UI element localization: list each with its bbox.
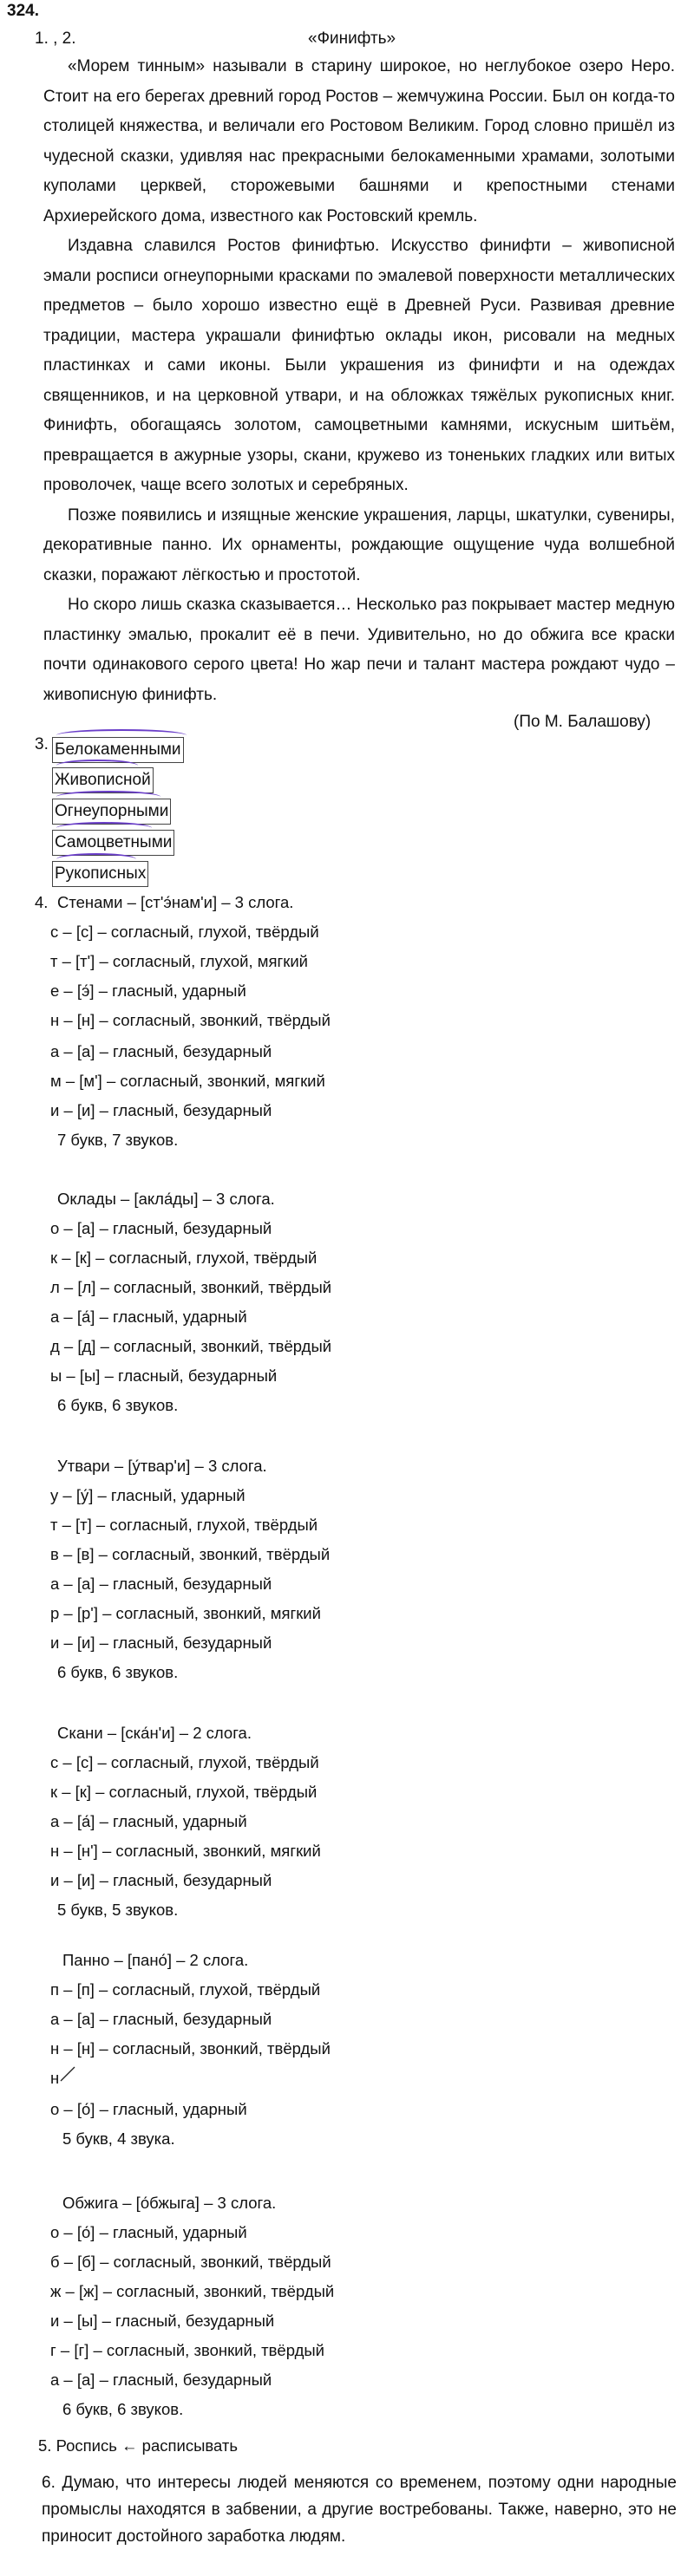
author: (По М. Балашову) (514, 713, 651, 731)
word-root: Белокаменн (55, 740, 149, 759)
analysis-line: ж – [ж] – согласный, звонкий, твёрдый (50, 2282, 335, 2300)
analysis-line: а – [а] – гласный, безударный (50, 1575, 272, 1593)
analysis-line: н – [н] – согласный, звонкий, твёрдый (50, 1011, 331, 1029)
item-6-text: 6. Думаю, что интересы людей меняются со временем, поэтому одни народные промыслы находятся в забвении, а другие востребованы. Также, наверно, это не приносит достойного заработка людям. (42, 2474, 677, 2546)
word-root: Самоцветн (55, 833, 141, 851)
analysis-head: Скани – [ска́н'и] – 2 слога. (57, 1724, 252, 1742)
paragraph-4: Но скоро лишь сказка сказывается… Несколько раз покрывает мастер медную пластинку эмалью, прокалит её в печи. Удивительно, но до обжига все краски почти одинакового серого цвета! Но жар печи и талант мастера рождают чудо – живописную финифть. (43, 596, 675, 704)
analysis-line: н – [н'] – согласный, звонкий, мягкий (50, 1842, 321, 1860)
analysis-line: к – [к] – согласный, глухой, твёрдый (50, 1249, 318, 1267)
analysis-head: Обжига – [о́бжыга] – 3 слога. (62, 2194, 277, 2212)
analysis-line: р – [р'] – согласный, звонкий, мягкий (50, 1604, 321, 1622)
word-box (52, 861, 148, 887)
root-arc (56, 760, 138, 772)
analysis-head: Панно – [пано́] – 2 слога. (62, 1951, 249, 1969)
root-arc (56, 791, 160, 803)
analysis-line: а – [а] – гласный, безударный (50, 2371, 272, 2389)
analysis-count: 6 букв, 6 звуков. (62, 2400, 184, 2418)
analysis-line: л – [л] – согласный, звонкий, твёрдый (50, 1278, 332, 1296)
analysis-head: Стенами – [ст'э́нам'и] – 3 слога. (57, 893, 294, 911)
analysis-count: 7 букв, 7 звуков. (57, 1131, 179, 1149)
analysis-count: 5 букв, 4 звука. (62, 2129, 175, 2148)
word-box (52, 767, 154, 793)
analysis-line: а – [а] – гласный, безударный (50, 2010, 272, 2028)
word-box (52, 799, 171, 825)
word-root: Живописн (55, 771, 133, 789)
analysis-count: 5 букв, 5 звуков. (57, 1901, 179, 1919)
analysis-line: и – [и] – гласный, безударный (50, 1101, 272, 1119)
analysis-count: 6 букв, 6 звуков. (57, 1663, 179, 1681)
root-arc (56, 822, 152, 834)
analysis-line: д – [д] – согласный, звонкий, твёрдый (50, 1337, 332, 1355)
word-suffix: ых (126, 864, 147, 883)
analysis-line: м – [м'] – согласный, звонкий, мягкий (50, 1072, 325, 1090)
analysis-line: у – [у́] – гласный, ударный (50, 1486, 246, 1504)
paragraph-3: Позже появились и изящные женские украшения, ларцы, шкатулки, сувениры, декоративные панно. Их орнаменты, рождающие ощущение чуда волшебной сказки, поражают лёгкостью и простотой. (43, 505, 675, 584)
analysis-line: а – [а́] – гласный, ударный (50, 1308, 247, 1326)
word-box (52, 830, 174, 856)
analysis-line: с – [с] – согласный, глухой, твёрдый (50, 1753, 319, 1771)
item-6 (42, 2469, 677, 2550)
analysis-line: о – [а] – гласный, безударный (50, 1219, 272, 1237)
item-4-number: 4. (35, 893, 49, 911)
merge-slash-mark (59, 2064, 78, 2083)
analysis-line: е – [э́] – гласный, ударный (50, 981, 246, 1000)
analysis-line: н (50, 2069, 60, 2087)
analysis-line: т – [т'] – согласный, глухой, мягкий (50, 952, 309, 970)
task-number: 324. (7, 2, 39, 20)
analysis-line: н – [н] – согласный, звонкий, твёрдый (50, 2039, 331, 2058)
item-number-1-2: 1. , 2. (35, 29, 76, 48)
word-suffix: ыми (148, 740, 181, 759)
analysis-line: о – [о́] – гласный, ударный (50, 2223, 247, 2241)
analysis-head: Утвари – [у́твар'и] – 3 слога. (57, 1457, 267, 1475)
analysis-count: 6 букв, 6 звуков. (57, 1396, 179, 1414)
item-5: 5. Роспись ← расписывать (38, 2436, 238, 2455)
word-suffix: ыми (135, 802, 169, 820)
analysis-line: б – [б] – согласный, звонкий, твёрдый (50, 2253, 331, 2271)
word-root: Рукописн (55, 864, 127, 883)
analysis-line: т – [т] – согласный, глухой, твёрдый (50, 1516, 318, 1534)
root-arc (56, 853, 136, 865)
item-3-number: 3. (35, 735, 49, 753)
analysis-line: и – [и] – гласный, безударный (50, 1871, 272, 1889)
word-box (52, 737, 184, 763)
word-suffix: ой (132, 771, 151, 789)
analysis-line: о – [о́] – гласный, ударный (50, 2100, 247, 2118)
analysis-line: п – [п] – согласный, глухой, твёрдый (50, 1980, 321, 1999)
paragraph-2: Издавна славился Ростов финифтью. Искусство финифти – живописной эмали росписи огнеупорными красками по эмалевой поверхности металлических предметов – было хорошо известно ещё в Древней Руси. Развивая древние традиции, мастера украшали финифтью оклады икон, рисовали на медных пластинках и сами иконы. Были украшения из финифти и на одеждах священников, и на церковной утвари, и на обложках тяжёлых рукописных книг. Финифть, обогащаясь золотом, самоцветными камнями, искусным шитьём, превращается в ажурные узоры, скани, кружево из тоненьких гладких или витых проволочек, чаще всего золотых и серебряных. (43, 237, 675, 494)
analysis-line: и – [ы] – гласный, безударный (50, 2312, 275, 2330)
analysis-line: с – [с] – согласный, глухой, твёрдый (50, 923, 319, 941)
analysis-line: в – [в] – согласный, звонкий, твёрдый (50, 1545, 331, 1563)
analysis-line: и – [и] – гласный, безударный (50, 1634, 272, 1652)
word-root: Огнеупорн (55, 802, 136, 820)
analysis-line: к – [к] – согласный, глухой, твёрдый (50, 1783, 318, 1801)
root-arc (56, 729, 187, 741)
analysis-line: ы – [ы] – гласный, безударный (50, 1366, 278, 1385)
analysis-line: а – [а́] – гласный, ударный (50, 1812, 247, 1830)
analysis-line: г – [г] – согласный, звонкий, твёрдый (50, 2341, 324, 2359)
word-suffix: ыми (140, 833, 173, 851)
paragraph-1: «Морем тинным» называли в старину широкое, но неглубокое озеро Неро. Стоит на его берегах древний город Ростов – жемчужина России. Был он когда-то столицей княжества, и величали его Ростовом Великим. Город словно пришёл из чудесной сказки, удивляя нас прекрасными белокаменными храмами, золотыми куполами церквей, сторожевыми башнями и крепостными стенами Архиерейского дома, известного как Ростовский кремль. (43, 57, 675, 225)
text-body (43, 52, 675, 710)
text-title: «Финифть» (308, 29, 396, 48)
analysis-head: Оклады – [акла́ды] – 3 слога. (57, 1190, 275, 1208)
analysis-line: а – [а] – гласный, безударный (50, 1042, 272, 1060)
